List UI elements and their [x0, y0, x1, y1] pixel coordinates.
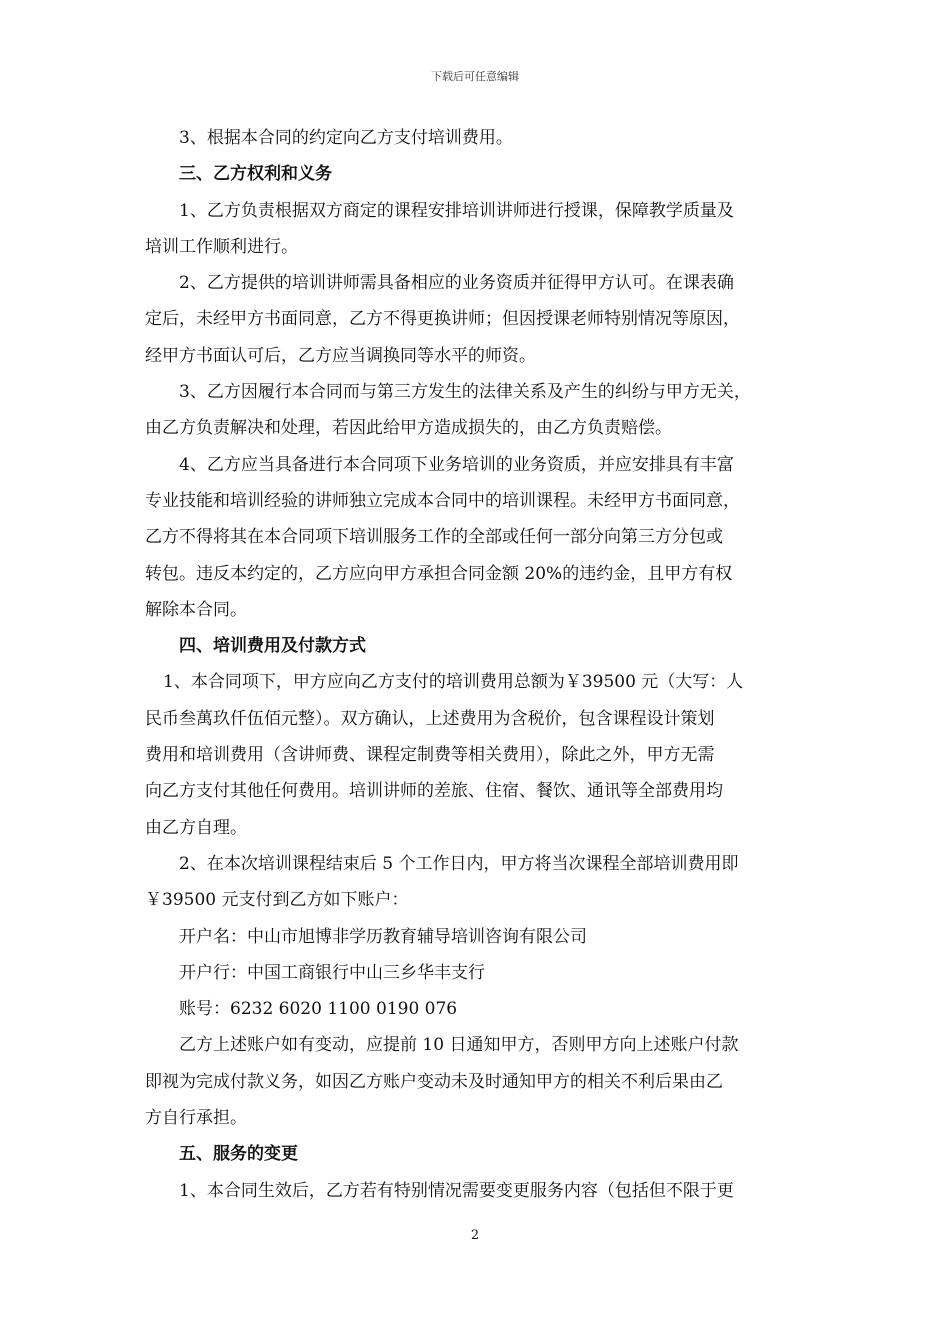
paragraph-line: 定后，未经甲方书面同意，乙方不得更换讲师；但因授课老师特别情况等原因，	[145, 309, 740, 330]
paragraph-line: 方自行承担。	[145, 1108, 247, 1129]
paragraph-line: 转包。违反本约定的，乙方应向甲方承担合同金额 20%的违约金，且甲方有权	[145, 563, 733, 584]
paragraph-line: ￥39500 元支付到乙方如下账户：	[145, 890, 409, 911]
paragraph-line: 2、在本次培训课程结束后 5 个工作日内，甲方将当次课程全部培训费用即	[179, 853, 739, 874]
paragraph-line: 1、本合同生效后，乙方若有特别情况需要变更服务内容（包括但不限于更	[179, 1180, 734, 1201]
paragraph-line: 开户名：中山市旭博非学历教育辅导培训咨询有限公司	[179, 926, 587, 947]
paragraph-line: 解除本合同。	[145, 599, 247, 620]
paragraph-line: 开户行：中国工商银行中山三乡华丰支行	[179, 962, 485, 983]
paragraph-line: 民币叁萬玖仟伍佰元整）。双方确认，上述费用为含税价，包含课程设计策划	[145, 708, 715, 729]
paragraph-line: 4、乙方应当具备进行本合同项下业务培训的业务资质，并应安排具有丰富	[179, 454, 734, 475]
paragraph-line: 专业技能和培训经验的讲师独立完成本合同中的培训课程。未经甲方书面同意，	[145, 490, 740, 511]
paragraph-line: 账号：6232 6020 1100 0190 076	[179, 999, 458, 1020]
paragraph-line: 费用和培训费用（含讲师费、课程定制费等相关费用），除此之外，甲方无需	[145, 745, 715, 766]
paragraph-line: 经甲方书面认可后，乙方应当调换同等水平的师资。	[145, 345, 536, 366]
section-heading: 三、乙方权利和义务	[179, 164, 332, 185]
page-number: 2	[470, 1228, 480, 1243]
paragraph-line: 乙方不得将其在本合同项下培训服务工作的全部或任何一部分向第三方分包或	[145, 527, 723, 548]
paragraph-line: 向乙方支付其他任何费用。培训讲师的差旅、住宿、餐饮、通讯等全部费用均	[145, 781, 723, 802]
paragraph-line: 2、乙方提供的培训讲师需具备相应的业务资质并征得甲方认可。在课表确	[179, 273, 734, 294]
section-heading: 五、服务的变更	[179, 1144, 298, 1165]
paragraph-line: 即视为完成付款义务，如因乙方账户变动未及时通知甲方的相关不利后果由乙	[145, 1071, 723, 1092]
paragraph-line: 培训工作顺利进行。	[145, 236, 298, 257]
paragraph-line: 3、根据本合同的约定向乙方支付培训费用。	[179, 128, 513, 148]
paragraph-line: 1、乙方负责根据双方商定的课程安排培训讲师进行授课，保障教学质量及	[179, 200, 734, 221]
paragraph-line: 由乙方负责解决和处理，若因此给甲方造成损失的，由乙方负责赔偿。	[145, 418, 672, 439]
section-heading: 四、培训费用及付款方式	[179, 636, 366, 657]
document-body	[145, 120, 815, 1209]
header-note: 下载后可任意编辑	[431, 70, 519, 83]
paragraph-line: 1、本合同项下，甲方应向乙方支付的培训费用总额为￥39500 元（大写：人	[163, 672, 744, 693]
paragraph-line: 由乙方自理。	[145, 817, 247, 838]
paragraph-line: 3、乙方因履行本合同而与第三方发生的法律关系及产生的纠纷与甲方无关，	[179, 382, 751, 403]
paragraph-line: 乙方上述账户如有变动，应提前 10 日通知甲方，否则甲方向上述账户付款	[179, 1035, 739, 1056]
